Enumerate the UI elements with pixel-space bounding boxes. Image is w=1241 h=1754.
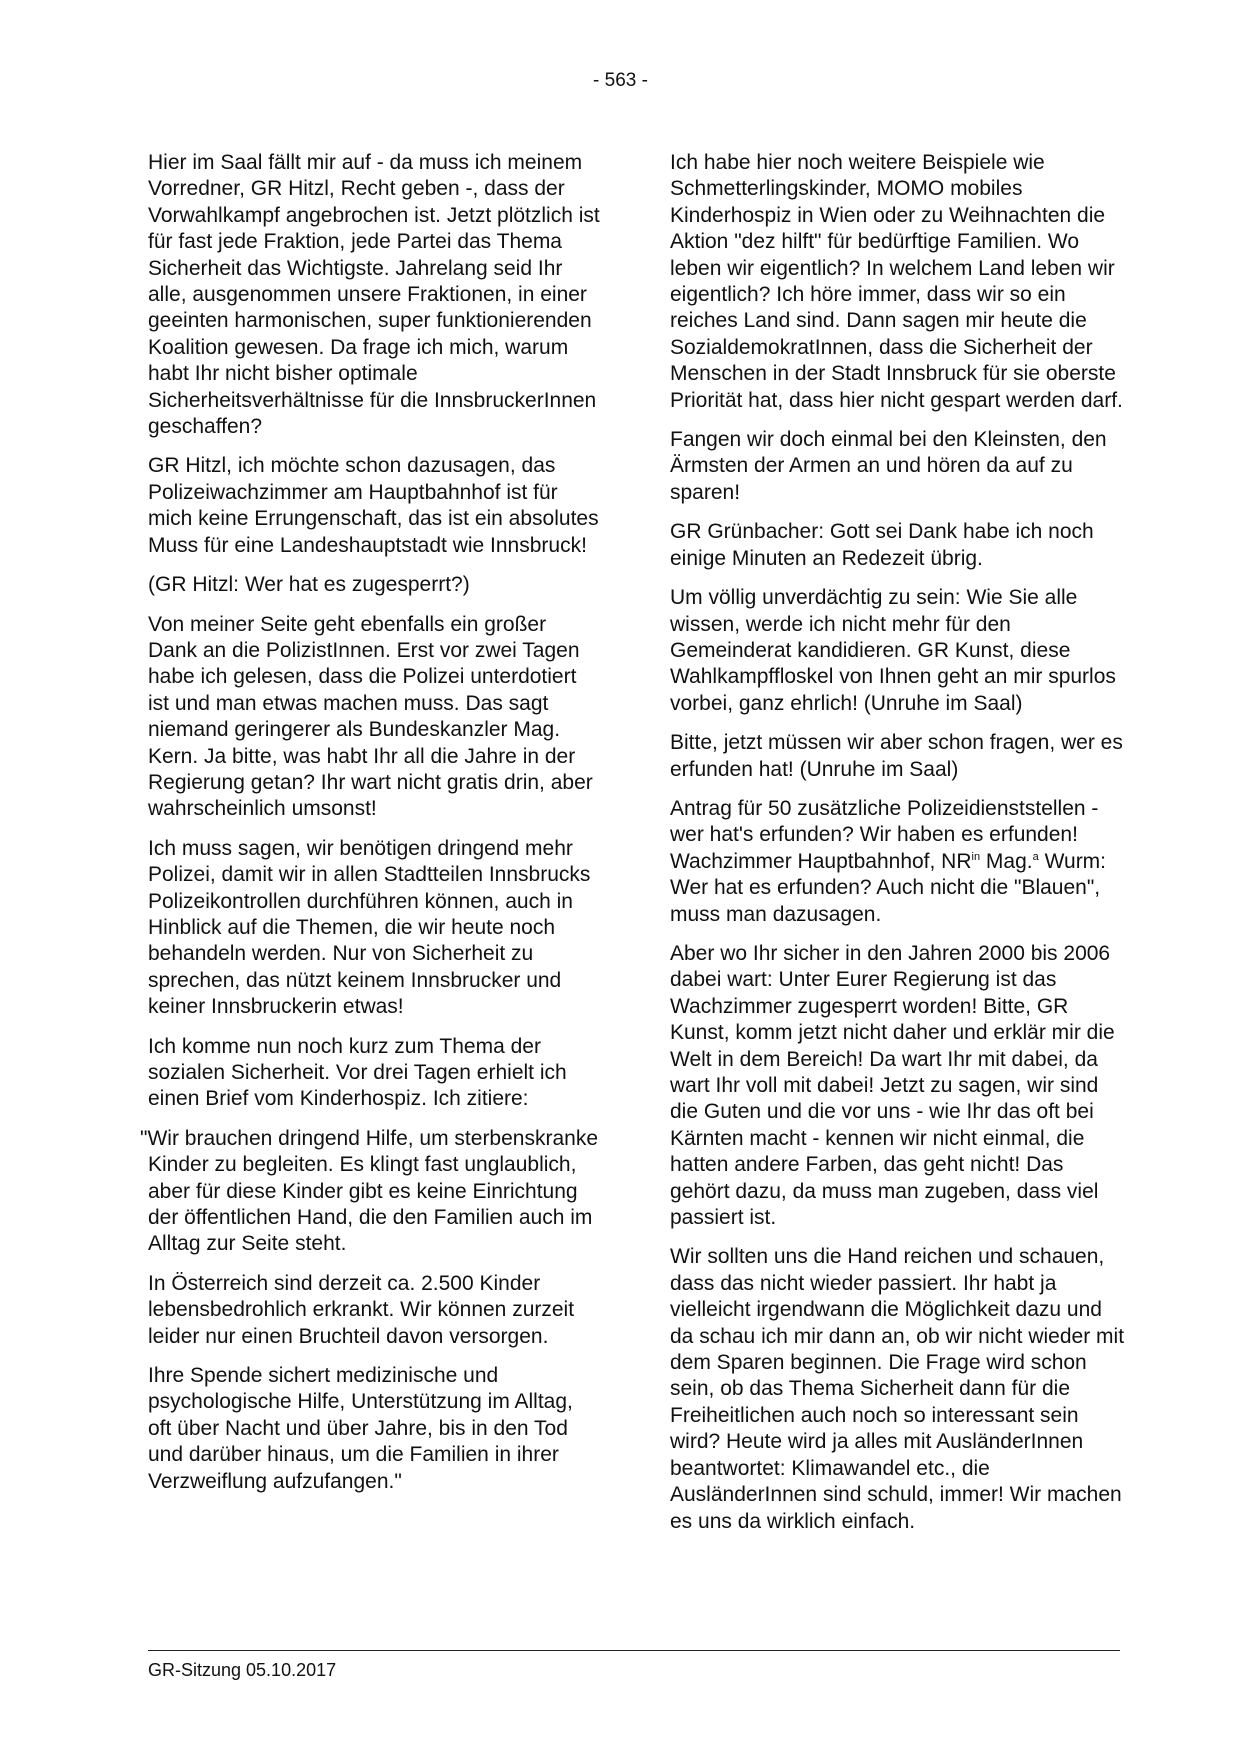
paragraph: Wir sollten uns die Hand reichen und schauen, dass das nicht wieder passiert. Ihr habt ja vielleicht irgendwann die Möglichkeit dazu und da schau ich mir dann an, ob wir nicht wieder mit dem Sparen beginnen. Die Frage wird schon sein, ob das Thema Sicherheit dann für die Freiheitlichen auch noch so interessant sein wird? Heute wird ja alles mit AusländerInnen beantwortet: Klimawandel etc., die AusländerInnen sind schuld, immer! Wir machen es uns da wirklich einfach.: [670, 1245, 1125, 1533]
text-segment: Wurm: Wer hat es erfunden? Auch nicht die "Blauen", muss man dazusagen.: [670, 849, 1107, 926]
superscript: in: [971, 850, 981, 863]
interjection: (GR Hitzl: Wer hat es zugesperrt?): [148, 573, 470, 597]
paragraph: Aber wo Ihr sicher in den Jahren 2000 bis 2006 dabei wart: Unter Eurer Regierung ist das Wachzimmer zugesperrt worden! Bitte, GR Kunst, komm jetzt nicht daher und erklär mir die Welt in dem Bereich! Da wart Ihr mit dabei, da wart Ihr voll mit dabei! Jetzt zu sagen, wir sind die Guten und die vor uns - wie Ihr das oft bei Kärnten macht - kennen wir nicht einmal, die hatten andere Farben, das geht nicht! Das gehört dazu, da muss man zugeben, dass viel passiert ist.: [670, 941, 1115, 1230]
superscript: a: [1032, 850, 1039, 863]
quote-paragraph: In Österreich sind derzeit ca. 2.500 Kinder lebensbedrohlich erkrankt. Wir können zurzeit leider nur einen Bruchteil davon versorgen.: [148, 1271, 575, 1348]
text-segment: Mag.: [980, 849, 1033, 873]
paragraph: Bitte, jetzt müssen wir aber schon fragen, wer es erfunden hat! (Unruhe im Saal): [670, 731, 1123, 781]
right-column: [670, 150, 1125, 1548]
left-column: [140, 150, 600, 1508]
paragraph: Hier im Saal fällt mir auf - da muss ich meinem Vorredner, GR Hitzl, Recht geben -, dass der Vorwahlkampf angebrochen ist. Jetzt plötzlich ist für fast jede Fraktion, jede Partei das Thema Sicherheit das Wichtigste. Jahrelang seid Ihr alle, ausgenommen unsere Fraktionen, in einer geeinten harmonischen, super funktionierenden Koalition gewesen. Da frage ich mich, warum habt Ihr nicht bisher optimale Sicherheitsverhältnisse für die InnsbruckerInnen geschaffen?: [148, 151, 600, 439]
footer-session-date: GR-Sitzung 05.10.2017: [148, 1660, 337, 1680]
paragraph: Ich habe hier noch weitere Beispiele wie Schmetterlingskinder, MOMO mobiles Kinderhospiz in Wien oder zu Weihnachten die Aktion "dez hilft" für bedürftige Familien. Wo leben wir eigentlich? In welchem Land leben wir eigentlich? Ich höre immer, dass wir so ein reiches Land sind. Dann sagen mir heute die SozialdemokratInnen, dass die Sicherheit der Menschen in der Stadt Innsbruck für sie oberste Priorität hat, dass hier nicht gespart werden darf.: [670, 151, 1123, 412]
paragraph: GR Grünbacher: Gott sei Dank habe ich noch einige Minuten an Redezeit übrig.: [670, 520, 1094, 570]
footer-divider: [148, 1650, 1120, 1651]
paragraph: Ich komme nun noch kurz zum Thema der sozialen Sicherheit. Vor drei Tagen erhielt ich einen Brief vom Kinderhospiz. Ich zitiere:: [148, 1034, 567, 1111]
paragraph: Ich muss sagen, wir benötigen dringend mehr Polizei, damit wir in allen Stadtteilen Innsbrucks Polizeikontrollen durchführen können, auch in Hinblick auf die Themen, die wir heute noch behandeln werden. Nur von Sicherheit zu sprechen, das nützt keinem Innsbrucker und keiner Innsbruckerin etwas!: [148, 836, 591, 1019]
quote-paragraph: "Wir brauchen dringend Hilfe, um sterbenskranke Kinder zu begleiten. Es klingt fast unglaublich, aber für diese Kinder gibt es keine Einrichtung der öffentlichen Hand, die den Familien auch im Alltag zur Seite steht.: [140, 1126, 599, 1256]
quote-paragraph: Ihre Spende sichert medizinische und psychologische Hilfe, Unterstützung im Alltag, oft über Nacht und über Jahre, bis in den Tod und darüber hinaus, um die Familien in ihrer Verzweiflung aufzufangen.": [148, 1364, 573, 1493]
page-number: - 563 -: [593, 70, 648, 91]
paragraph: Um völlig unverdächtig zu sein: Wie Sie alle wissen, werde ich nicht mehr für den Gemeinderat kandidieren. GR Kunst, diese Wahlkampffloskel von Ihnen geht an mir spurlos vorbei, ganz ehrlich! (Unruhe im Saal): [670, 586, 1116, 715]
text-segment: Antrag für 50 zusätzliche Polizeidienststellen - wer hat's erfunden? Wir haben es erfunden! Wachzimmer Hauptbahnhof, NR: [670, 796, 1099, 873]
paragraph: [670, 796, 1125, 928]
paragraph: Fangen wir doch einmal bei den Kleinsten, den Ärmsten der Armen an und hören da auf zu sparen!: [670, 428, 1107, 504]
paragraph: GR Hitzl, ich möchte schon dazusagen, das Polizeiwachzimmer am Hauptbahnhof ist für mich keine Errungenschaft, das ist ein absolutes Muss für eine Landeshauptstadt wie Innsbruck!: [148, 454, 599, 557]
paragraph: Von meiner Seite geht ebenfalls ein großer Dank an die PolizistInnen. Erst vor zwei Tagen habe ich gelesen, dass die Polizei unterdotiert ist und man etwas machen muss. Das sagt niemand geringerer als Bundeskanzler Mag. Kern. Ja bitte, was habt Ihr all die Jahre in der Regierung getan? Ihr wart nicht gratis drin, aber wahrscheinlich umsonst!: [148, 612, 593, 821]
